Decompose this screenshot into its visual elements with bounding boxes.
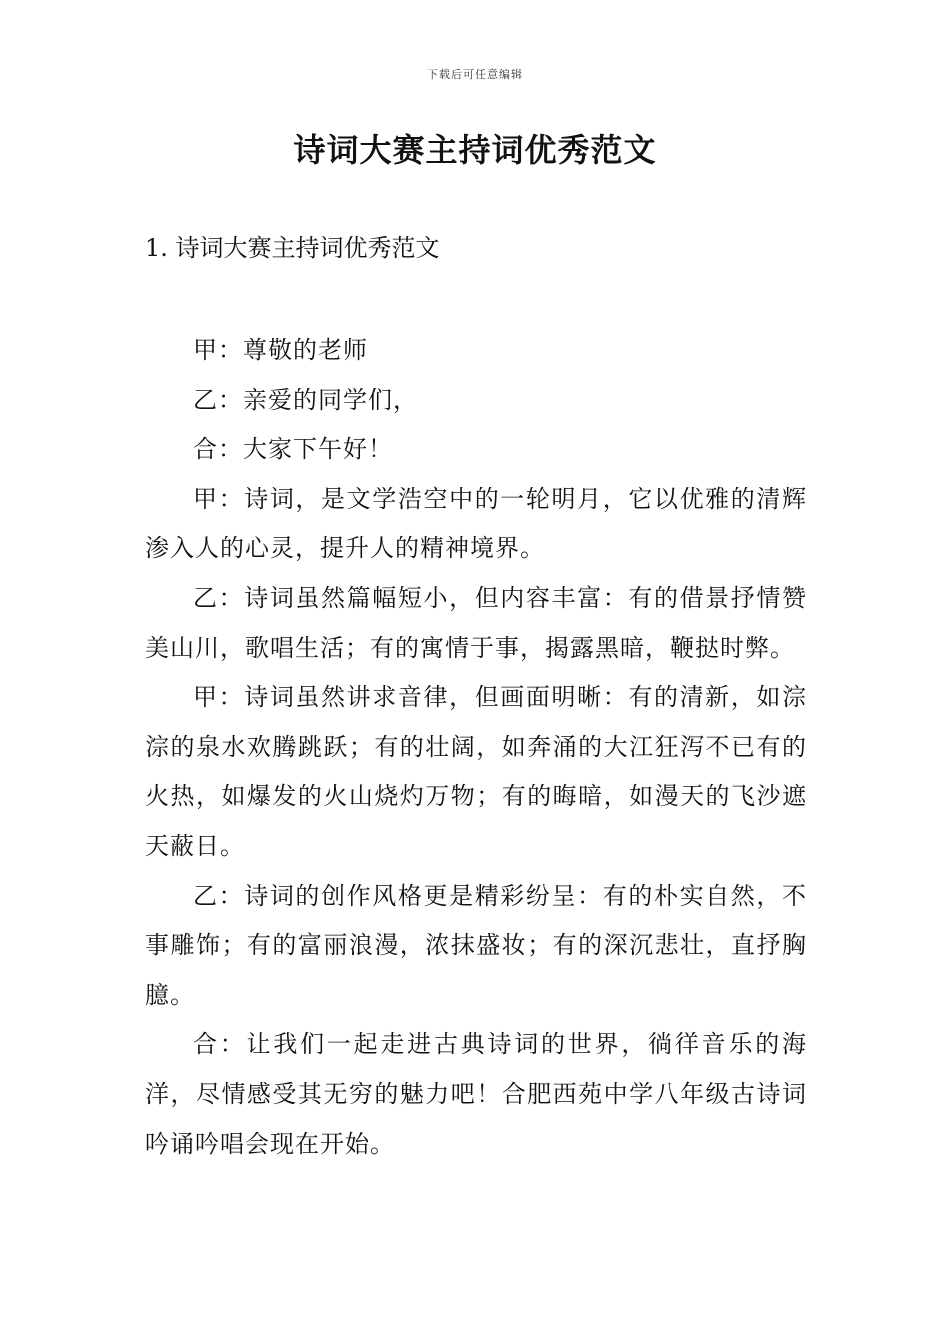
paragraph: 甲：诗词，是文学浩空中的一轮明月，它以优雅的清辉渗入人的心灵，提升人的精神境界。 — [145, 484, 807, 563]
document-title: 诗词大赛主持词优秀范文 — [293, 131, 657, 169]
section-heading: 1. 诗词大赛主持词优秀范文 — [145, 234, 440, 262]
paragraph: 合：让我们一起走进古典诗词的世界，徜徉音乐的海洋，尽情感受其无穷的魅力吧！合肥西苑中学八年级古诗词吟诵吟唱会现在开始。 — [145, 1030, 807, 1158]
paragraph: 乙：诗词的创作风格更是精彩纷呈：有的朴实自然，不事雕饰；有的富丽浪漫，浓抹盛妆；有的深沉悲壮，直抒胸臆。 — [145, 881, 807, 1009]
header-note: 下载后可任意编辑 — [427, 68, 523, 81]
paragraph: 合：大家下午好！ — [193, 435, 393, 464]
paragraph: 甲：诗词虽然讲求音律，但画面明晰：有的清新，如淙淙的泉水欢腾跳跃；有的壮阔，如奔涌的大江狂泻不已有的火热，如爆发的火山烧灼万物；有的晦暗，如漫天的飞沙遮天蔽日。 — [145, 683, 807, 860]
paragraph: 乙：亲爱的同学们， — [193, 385, 418, 414]
paragraph: 乙：诗词虽然篇幅短小，但内容丰富：有的借景抒情赞美山川，歌唱生活；有的寓情于事，揭露黑暗，鞭挞时弊。 — [145, 583, 807, 662]
paragraph: 甲：尊敬的老师 — [193, 336, 368, 364]
document-body — [145, 326, 807, 1169]
